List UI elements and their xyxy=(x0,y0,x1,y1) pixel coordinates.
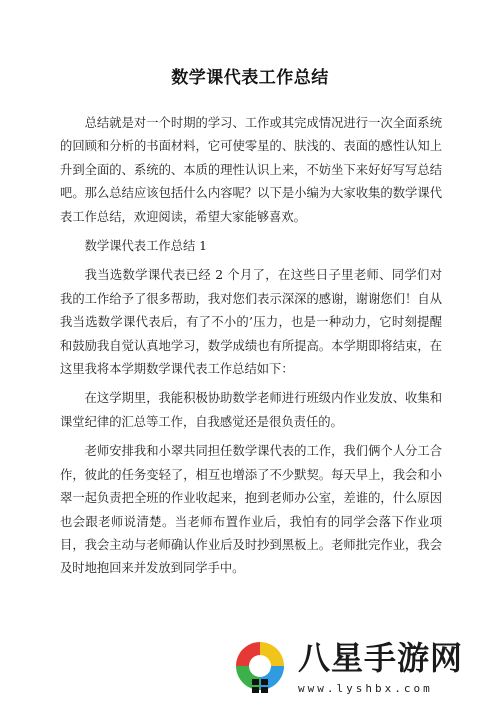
watermark-url: www.lyshbx.com xyxy=(298,682,433,695)
body-paragraph: 老师安排我和小翠共同担任数学课代表的工作，我们俩个人分工合作，彼此的任务变轻了，相互也增添了不少默契。每天早上，我会和小翠一起负责把全班的作业收起来，抱到老师办公室，差谁的，什么原因也会跟老师说清楚。当老师布置作业后，我怕有的同学会落下作业项目，我会主动与老师确认作业后及时抄到黑板上。老师批完作业，我会及时地抱回来并发放到同学手中。 xyxy=(60,444,442,576)
document-body xyxy=(60,112,442,587)
document-title: 数学课代表工作总结 xyxy=(171,68,329,88)
intro-paragraph: 总结就是对一个时期的学习、工作或其完成情况进行一次全面系统的回顾和分析的书面材料，它可使零星的、肤浅的、表面的感性认知上升到全面的、系统的、本质的理性认识上来，不妨坐下来好好写写总结吧。那么总结应该包括什么内容呢？以下是小编为大家收集的数学课代表工作总结，欢迎阅读，希望大家能够喜欢。 xyxy=(60,116,442,224)
body-paragraph: 在这学期里，我能积极协助数学老师进行班级内作业发放、收集和课堂纪律的汇总等工作，自我感觉还是很负责任的。 xyxy=(60,391,442,429)
body-paragraph: 我当选数学课代表已经 2 个月了，在这些日子里老师、同学们对我的工作给予了很多帮助，我对您们表示深深的感谢，谢谢您们！自从我当选数学课代表后，有了不小的’压力，也是一种动力，它时刻提醒和鼓励我自觉认真地学习，数学成绩也有所提高。本学期即将结束，在这里我将本学期数学课代表工作总结如下： xyxy=(60,268,442,377)
watermark xyxy=(232,638,494,702)
watermark-logo-icon xyxy=(232,638,288,694)
section-heading: 数学课代表工作总结 1 xyxy=(84,239,207,254)
watermark-text: 八星手游网 xyxy=(298,639,464,677)
